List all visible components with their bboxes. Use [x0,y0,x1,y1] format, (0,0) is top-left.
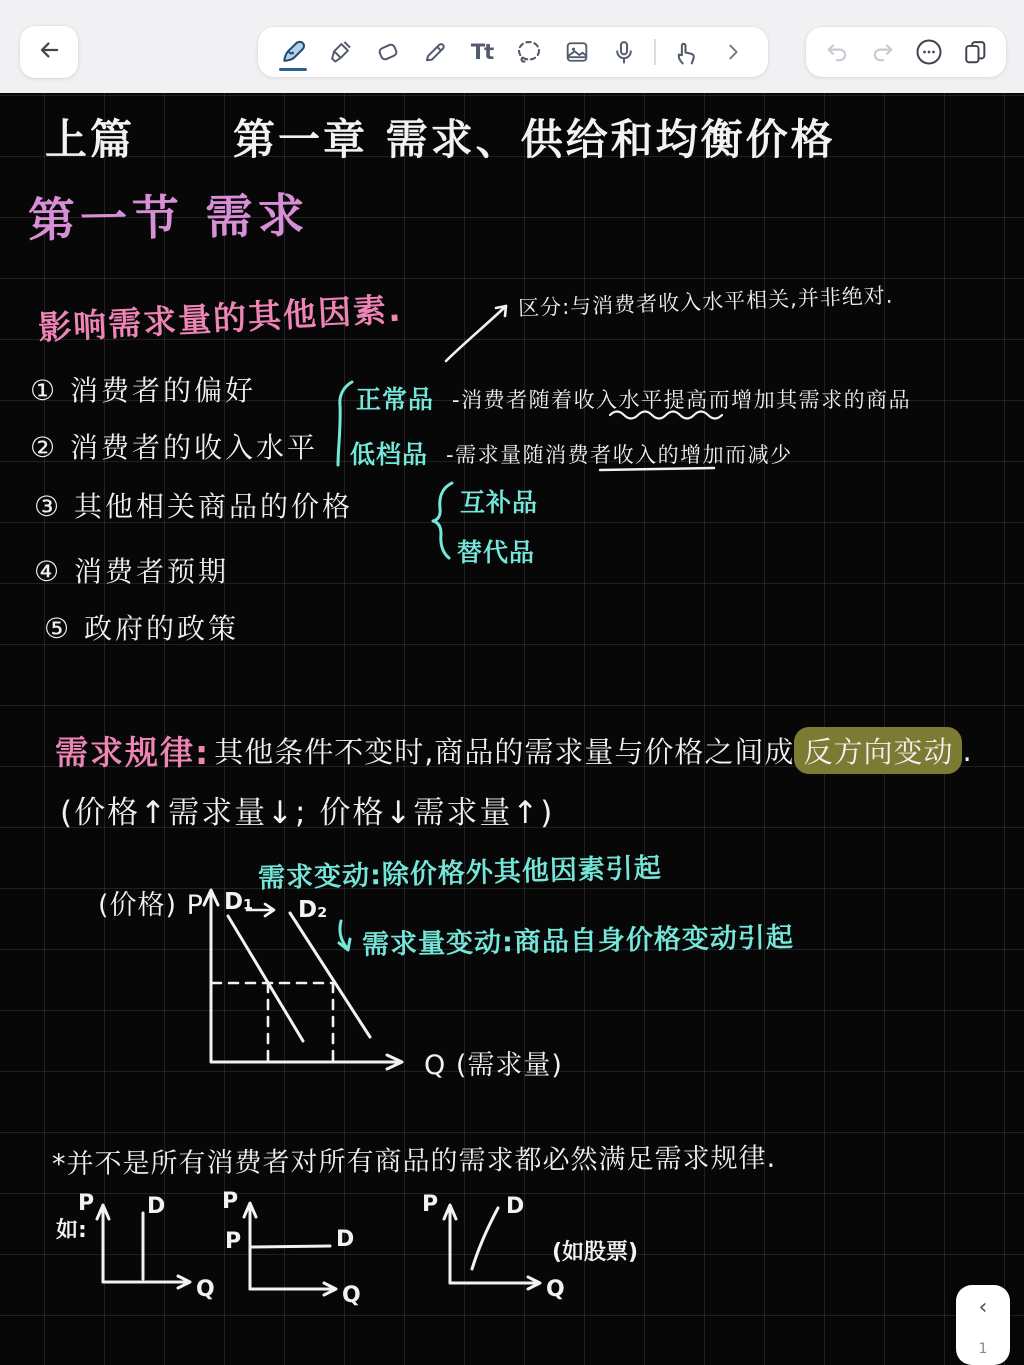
quantity-change-note: 需求量变动:商品自身价格变动引起 [361,922,795,961]
text-tool-button[interactable] [465,32,499,72]
back-arrow-icon [35,36,63,68]
pages-button[interactable] [958,32,992,72]
tools-toolbar [258,27,768,77]
chevron-right-icon [722,41,744,63]
eraser-tool-button[interactable] [371,32,405,72]
normal-good-term: 正常品 [356,385,435,414]
collapse-chevron-icon[interactable]: ‹ [978,1295,988,1320]
factor-item-3: ③ 其他相关商品的价格 [34,490,354,523]
substitute-term: 替代品 [457,538,536,567]
active-tool-indicator [279,68,307,72]
demand-curve-2-label: D₂ [298,897,328,923]
lasso-tool-button[interactable] [512,32,546,72]
toolbar-divider [654,39,656,65]
exception-note: *并不是所有消费者对所有商品的需求都必然满足需求规律. [51,1142,777,1181]
income-annotation: 区分:与消费者收入水平相关,并非绝对. [517,283,894,321]
actions-toolbar [806,27,1006,77]
text-tool-icon: Tt [470,40,494,64]
back-button[interactable] [20,26,78,78]
chapter-title-label: 第一章 需求、供给和均衡价格 [233,115,836,164]
mini2-price-label: P [225,1229,242,1254]
inferior-good-term: 低档品 [350,440,429,469]
complement-term: 互补品 [460,488,539,517]
inferior-good-definition: -需求量随消费者收入的增加而减少 [446,443,793,467]
law-term: 需求规律: [55,733,211,772]
more-tools-button[interactable] [716,32,750,72]
pen-tool-button[interactable] [276,32,310,72]
pointer-tool-button[interactable] [669,32,703,72]
book-part-label: 上篇 [45,115,136,164]
factor-item-4: ④ 消费者预期 [34,555,230,588]
note-canvas[interactable] [0,93,1024,1365]
mini2-d-label: D [336,1227,355,1252]
example-label: 如: [56,1218,87,1243]
highlighter-tool-button[interactable] [323,32,357,72]
undo-icon [823,38,851,66]
section-title: 第一节 需求 [27,188,310,249]
redo-icon [869,38,897,66]
page-navigator[interactable] [956,1285,1010,1365]
stock-example-note: (如股票) [552,1240,639,1265]
factor-item-1: ① 消费者的偏好 [30,374,257,407]
factor-item-5: ⑤ 政府的政策 [44,612,240,645]
price-axis-label: (价格) P [98,890,204,921]
law-body: 其他条件不变时,商品的需求量与价格之间成 [214,735,795,769]
page-title [45,107,836,167]
mini1-q-label: Q [196,1277,215,1302]
demand-curve-1-label: D₁ [224,889,254,915]
pencil-tool-button[interactable] [418,32,452,72]
fountain-pen-icon [278,37,308,67]
page-number: 1 [978,1341,988,1357]
lasso-icon [514,37,544,67]
factors-heading: 影响需求量的其他因素. [37,289,404,348]
factor-item-2: ② 消费者的收入水平 [30,431,319,464]
top-bar [0,0,1024,93]
law-paren-note: (价格↑需求量↓; 价格↓需求量↑) [60,795,555,831]
hand-pointer-icon [671,38,700,67]
microphone-tool-button[interactable] [607,32,641,72]
image-tool-button[interactable] [560,32,594,72]
pages-icon [961,38,989,66]
title-spacer [135,107,233,167]
ellipsis-circle-icon [914,37,944,67]
law-tail: . [962,733,973,768]
mini3-q-label: Q [546,1277,565,1302]
demand-shift-note: 需求变动:除价格外其他因素引起 [257,852,663,895]
law-highlighted-phrase: 反方向变动 [794,727,962,774]
mini2-p-label: P [222,1189,239,1214]
undo-button[interactable] [820,32,854,72]
microphone-icon [610,38,638,66]
more-options-button[interactable] [912,32,946,72]
image-icon [563,38,591,66]
quantity-axis-label: Q (需求量) [424,1050,563,1081]
law-of-demand [55,727,973,774]
mini1-p-label: P [78,1191,95,1216]
normal-good-definition: -消费者随着收入水平提高而增加其需求的商品 [452,388,912,412]
mini2-q-label: Q [342,1283,361,1308]
mini3-p-label: P [422,1192,439,1217]
highlighter-icon [326,38,354,66]
pencil-icon [421,38,449,66]
eraser-icon [374,38,402,66]
mini3-d-label: D [506,1194,525,1219]
redo-button[interactable] [866,32,900,72]
mini1-d-label: D [147,1194,166,1219]
